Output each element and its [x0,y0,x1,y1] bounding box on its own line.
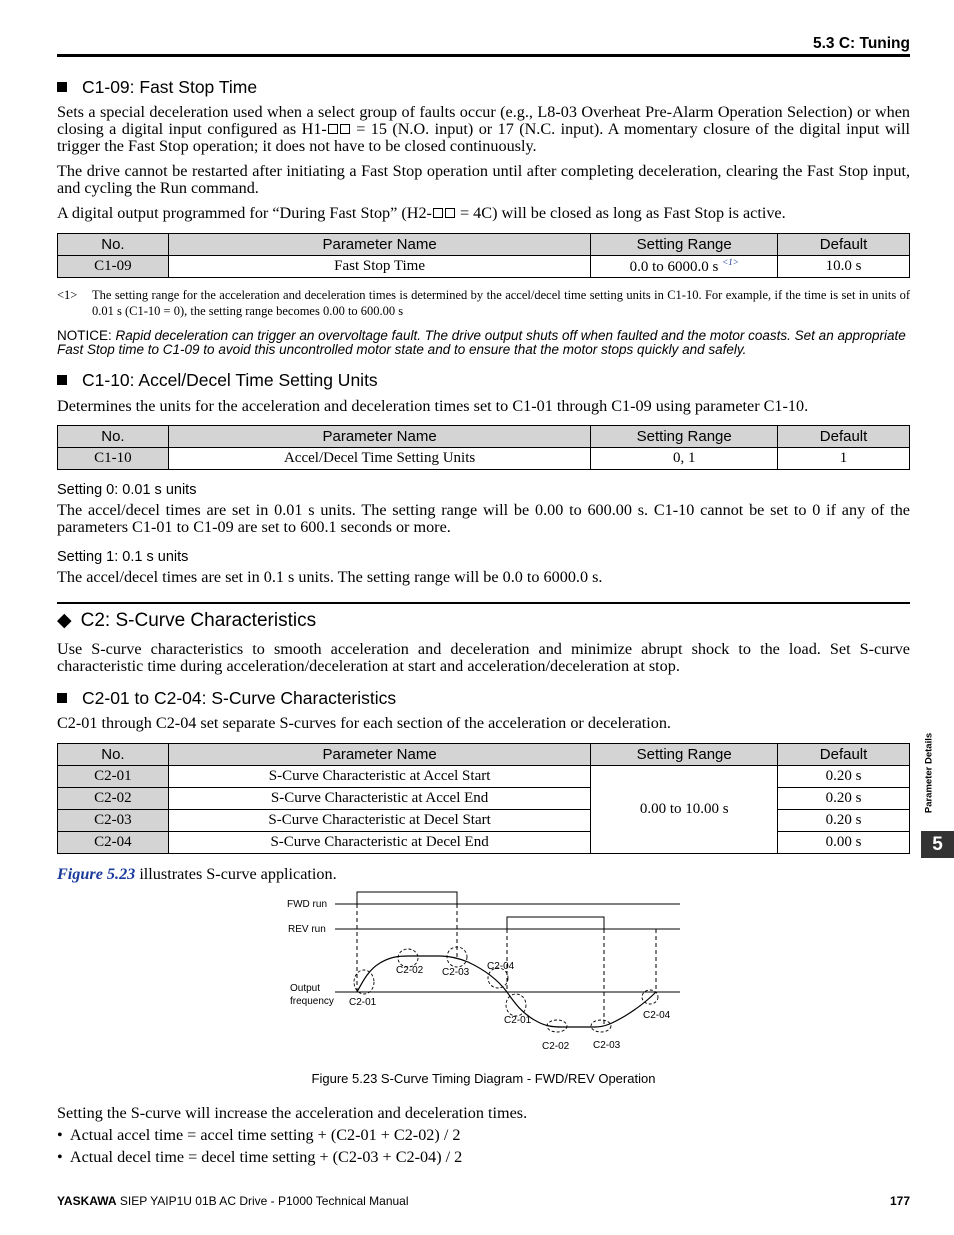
frequency-label: frequency [290,996,334,1007]
bullet-item [57,1149,462,1166]
footer-manual [57,1194,409,1208]
param-name: S-Curve Characteristic at Accel End [168,788,590,810]
square-bullet-icon [57,693,67,703]
param-default: 0.00 s [778,832,910,854]
text: A digital output programmed for “During Fast Stop” (H2- [57,204,432,222]
curve-label: C2-02 [396,965,424,976]
c1-10-paragraph: Determines the units for the acceleration and deceleration times set to C1-01 through C1-09 using parameter C1-10. [57,397,809,415]
col-header: Default [778,234,910,256]
curve-label: C2-03 [442,967,470,978]
footer-brand: YASKAWA [57,1194,117,1208]
text: illustrates S-curve application. [135,865,337,883]
bullet-item [57,1127,460,1144]
heading-c1-09 [57,77,257,98]
range-text: 0.0 to 6000.0 s [629,259,719,275]
heading-text: C1-09: Fast Stop Time [82,77,258,97]
c1-09-paragraph-1 [57,104,910,155]
param-range [591,256,778,278]
square-bullet-icon [57,375,67,385]
col-header: Parameter Name [168,744,590,766]
col-header: Setting Range [591,744,778,766]
bullet-text: Actual decel time = decel time setting + (C2-03 + C2-04) / 2 [69,1148,463,1166]
fwd-run-label: FWD run [287,899,327,910]
param-name: S-Curve Characteristic at Decel End [168,832,590,854]
bullet-icon: • [57,1126,63,1144]
placeholder-box-icon [328,124,338,134]
placeholder-box-icon [445,208,455,218]
table-row [58,810,910,832]
heading-c2 [57,609,316,632]
param-no: C2-02 [58,788,169,810]
curve-label: C2-03 [593,1040,621,1051]
section-header: 5.3 C: Tuning [812,35,910,52]
rev-run-label: REV run [288,924,326,935]
col-header: Parameter Name [168,234,590,256]
param-name: Fast Stop Time [168,256,590,278]
param-default: 0.20 s [778,788,910,810]
col-header: Default [778,744,910,766]
side-tab[interactable] [921,726,937,820]
c2-paragraph-2: C2-01 through C2-04 set separate S-curves for each section of the acceleration or deceleration. [57,714,671,732]
param-range: 0, 1 [591,448,778,470]
output-label: Output [290,983,321,994]
col-header: Parameter Name [168,426,590,448]
c2-table [57,743,910,854]
table-row [58,766,910,788]
setting-1-text: The accel/decel times are set in 0.1 s units. The setting range will be 0.0 to 6000.0 s. [57,568,603,586]
param-default: 0.20 s [778,766,910,788]
param-name: S-Curve Characteristic at Accel Start [168,766,590,788]
section-rule [57,602,910,604]
footer-title: SIEP YAIP1U 01B AC Drive - P1000 Technical Manual [116,1194,409,1208]
table-row [58,832,910,854]
setting-0-heading: Setting 0: 0.01 s units [57,482,197,498]
heading-c1-10 [57,370,378,391]
curve-label: C2-04 [487,961,515,972]
param-name: S-Curve Characteristic at Decel Start [168,810,590,832]
placeholder-box-icon [340,124,350,134]
c1-09-table [57,233,910,278]
diamond-bullet-icon: ◆ [57,610,72,631]
setting-1-heading: Setting 1: 0.1 s units [57,549,189,565]
col-header: Setting Range [591,426,778,448]
param-default: 1 [778,448,910,470]
s-curve-timing-diagram [280,888,690,1058]
param-no: C2-04 [58,832,169,854]
setting-0-text: The accel/decel times are set in 0.01 s units. The setting range will be 0.00 to 600.00 s. C1-10 cannot be set to 0 if any of the parameters C1-01 to C1-09 are set to 600.1 seconds or more. [57,501,910,536]
heading-c2-01-04 [57,688,396,709]
notice [57,329,910,357]
param-default: 10.0 s [778,256,910,278]
notice-label: NOTICE: [57,328,112,343]
table-header-row [58,744,910,766]
c1-10-table [57,425,910,470]
param-no: C2-01 [58,766,169,788]
text: = 4C) will be closed as long as Fast Stop is active. [455,204,786,222]
placeholder-box-icon [433,208,443,218]
table-row [58,788,910,810]
c2-paragraph-1: Use S-curve characteristics to smooth acceleration and deceleration and minimize abrupt shock to the load. Set S-curve characteristic time during acceleration/deceleration at start and acceleration/deceleration at stop. [57,640,910,675]
square-bullet-icon [57,82,67,92]
header-rule [57,54,910,57]
side-tab-label: Parameter Details [923,732,935,814]
param-no: C1-09 [58,256,169,278]
col-header: No. [58,744,169,766]
table-header-row [58,426,910,448]
page-number: 177 [889,1194,910,1208]
text: = 15 (N.O. input) or 17 (N.C. input). A momentary closure of the digital input will trigger the Fast Stop operation; it does not have to be closed continuously. [57,120,910,155]
param-no: C1-10 [58,448,169,470]
param-name: Accel/Decel Time Setting Units [168,448,590,470]
rev-run-pulse [507,917,604,929]
table-header-row [58,234,910,256]
text: Sets a special deceleration used when a select group of faults occur (e.g., L8-03 Overheat Pre-Alarm Operation Selection) or when closing a digital input configured as H1- [57,103,910,138]
curve-label: C2-04 [643,1010,671,1021]
col-header: Setting Range [591,234,778,256]
curve-label: C2-01 [504,1015,532,1026]
notice-text: Rapid deceleration can trigger an overvoltage fault. The drive output shuts off when faulted and the motor coasts. Set an appropriate Fast Stop time to C1-09 to avoid this uncontrolled motor state and to ensure that the motor stops quickly and safely. [57,328,906,357]
heading-text: C2-01 to C2-04: S-Curve Characteristics [82,688,397,708]
footnote-marker: <1> [57,288,78,302]
table-row [58,448,910,470]
chapter-number-tab[interactable]: 5 [921,831,954,858]
param-range: 0.00 to 10.00 s [591,766,778,854]
footnote-text: The setting range for the acceleration and deceleration times is determined by the accel/decel time setting units in C1-10. For example, if the time is set in units of 0.01 s (C1-10 = 0), the setting range becomes 0.00 to 600.00 s [92,288,910,318]
param-no: C2-03 [58,810,169,832]
c1-09-paragraph-3 [57,205,910,222]
figure-link[interactable]: Figure 5.23 [57,865,136,883]
param-default: 0.20 s [778,810,910,832]
figure-caption: Figure 5.23 S-Curve Timing Diagram - FWD/REV Operation [311,1071,656,1086]
col-header: No. [58,234,169,256]
c1-09-paragraph-2: The drive cannot be restarted after initiating a Fast Stop operation until after completing deceleration, clearing the Fast Stop input, and cycling the Run command. [57,162,910,197]
c2-paragraph-3: Setting the S-curve will increase the acceleration and deceleration times. [57,1104,528,1122]
bullet-icon: • [57,1148,63,1166]
table-row [58,256,910,278]
col-header: No. [58,426,169,448]
fwd-run-pulse [357,892,457,904]
footnote-link[interactable]: <1> [722,257,739,267]
heading-text: C2: S-Curve Characteristics [80,610,317,631]
curve-label: C2-02 [542,1041,570,1052]
curve-label: C2-01 [349,997,377,1008]
bullet-text: Actual accel time = accel time setting + (C2-01 + C2-02) / 2 [69,1126,461,1144]
heading-text: C1-10: Accel/Decel Time Setting Units [82,370,378,390]
figure-reference-line [57,866,910,883]
col-header: Default [778,426,910,448]
